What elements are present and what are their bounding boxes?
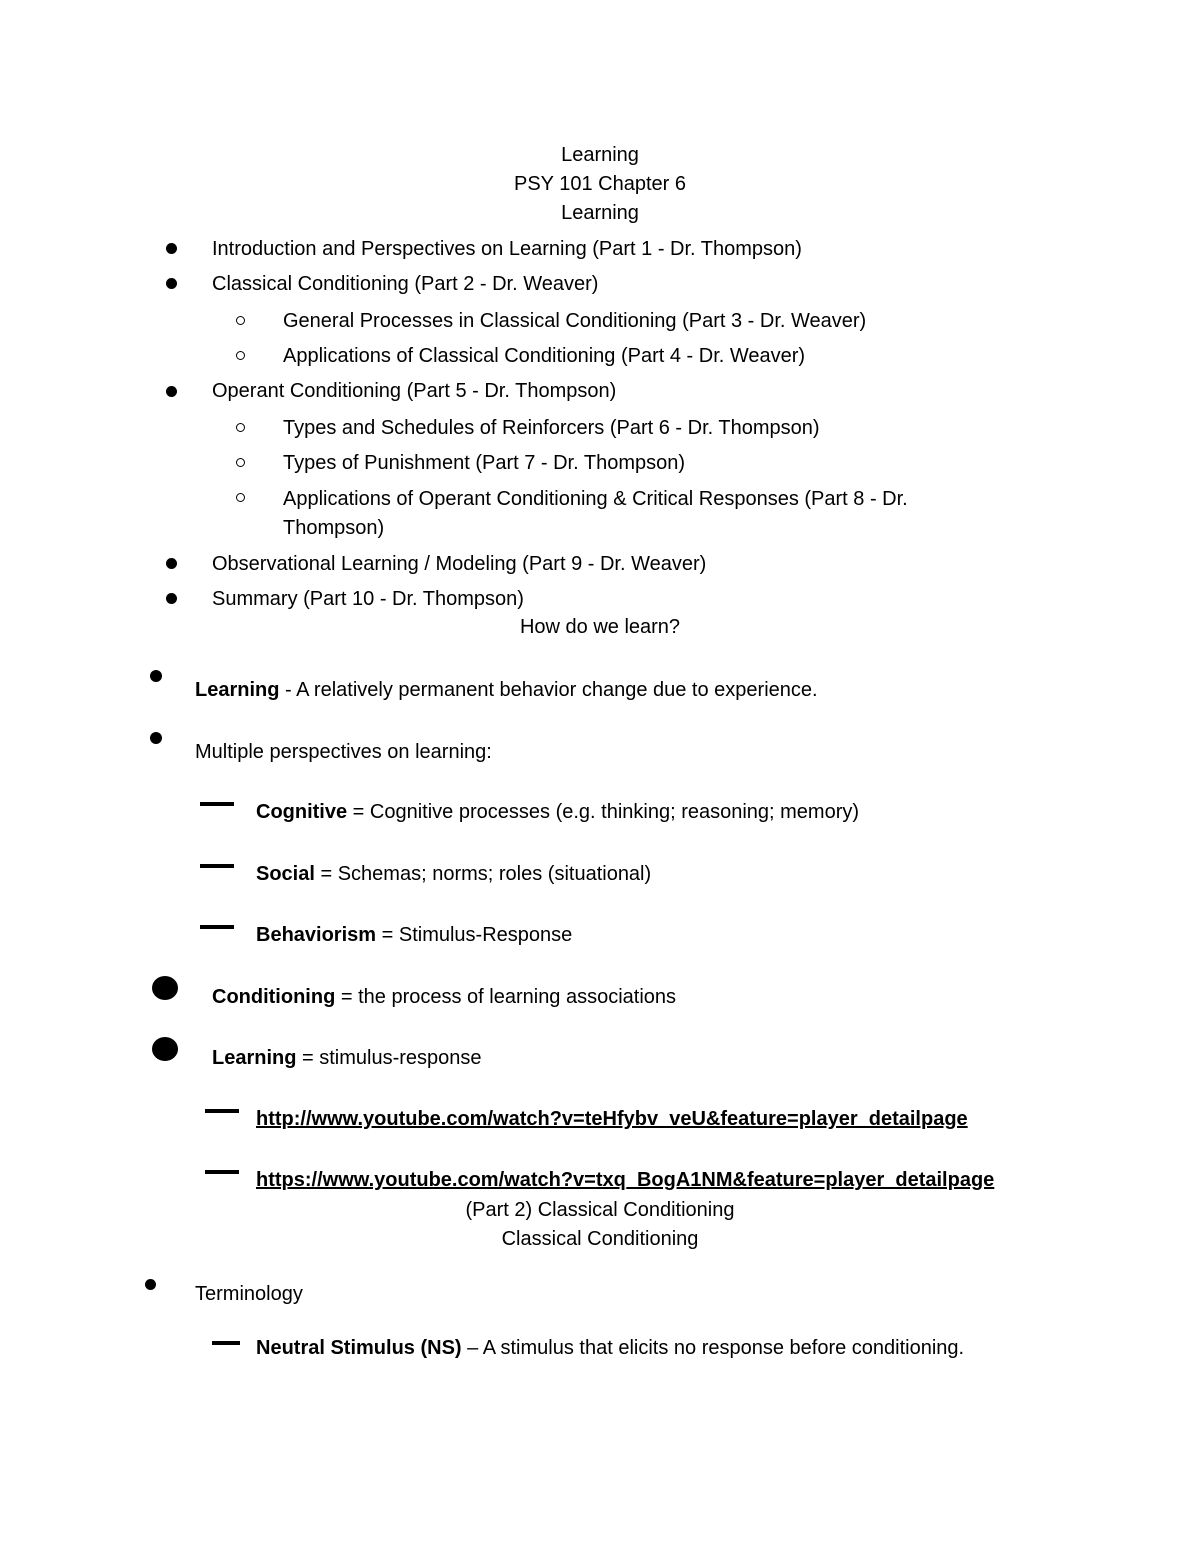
- sub-bullet-icon: [236, 458, 245, 467]
- definition-cognitive: [256, 798, 859, 827]
- dash-icon: [205, 1170, 239, 1174]
- definition-behaviorism: [256, 921, 572, 950]
- classical-conditioning-heading: Classical Conditioning: [501, 1228, 699, 1250]
- outline-item-2-sub-2: Applications of Classical Conditioning (Part 4 - Dr. Weaver): [283, 345, 806, 367]
- outline-item-2-sub-1: General Processes in Classical Conditioning (Part 3 - Dr. Weaver): [283, 310, 867, 332]
- bullet-icon: [150, 732, 162, 744]
- sub-bullet-icon: [236, 351, 245, 360]
- outline-item-5: Summary (Part 10 - Dr. Thompson): [212, 588, 524, 610]
- doc-subtitle: Learning: [561, 202, 639, 224]
- definition-neutral-stimulus: [256, 1334, 964, 1363]
- outline-item-3-sub-2: Types of Punishment (Part 7 - Dr. Thompson): [283, 452, 686, 474]
- definition-text: = the process of learning associations: [335, 986, 677, 1008]
- terminology-heading: Terminology: [195, 1283, 303, 1305]
- bullet-icon: [166, 278, 177, 289]
- video-link-1[interactable]: http://www.youtube.com/watch?v=teHfybv_veU&feature=player_detailpage: [256, 1108, 968, 1130]
- term-learning: Learning: [212, 1047, 297, 1069]
- sub-bullet-icon: [236, 316, 245, 325]
- outline-item-1: Introduction and Perspectives on Learning (Part 1 - Dr. Thompson): [212, 238, 802, 260]
- definition-social: [256, 860, 651, 889]
- dash-icon: [200, 802, 234, 806]
- dash-icon: [205, 1109, 239, 1113]
- term-behaviorism: Behaviorism: [256, 924, 377, 946]
- part-2-heading: (Part 2) Classical Conditioning: [465, 1199, 735, 1221]
- definition-text: - A relatively permanent behavior change due to experience.: [279, 679, 818, 701]
- dash-icon: [200, 925, 234, 929]
- bullet-icon: [145, 1279, 156, 1290]
- course-title: PSY 101 Chapter 6: [514, 173, 686, 195]
- dash-icon: [200, 864, 234, 868]
- term-conditioning: Conditioning: [212, 986, 336, 1008]
- term-learning: Learning: [195, 679, 280, 701]
- bullet-icon: [166, 558, 177, 569]
- definition-text: = Cognitive processes (e.g. thinking; reasoning; memory): [347, 801, 860, 823]
- outline-item-3-sub-3-continued: Thompson): [283, 517, 385, 539]
- definition-learning: [195, 676, 818, 705]
- bullet-icon: [150, 670, 162, 682]
- bullet-icon: [166, 593, 177, 604]
- section-heading: How do we learn?: [519, 616, 681, 638]
- sub-bullet-icon: [236, 423, 245, 432]
- bullet-icon: [152, 1037, 178, 1061]
- outline-item-3-sub-1: Types and Schedules of Reinforcers (Part 6 - Dr. Thompson): [283, 417, 820, 439]
- bullet-icon: [166, 386, 177, 397]
- definition-learning-2: [212, 1044, 482, 1073]
- definition-text: – A stimulus that elicits no response before conditioning.: [461, 1337, 965, 1359]
- outline-item-3-sub-3: Applications of Operant Conditioning & Critical Responses (Part 8 - Dr.: [283, 488, 908, 510]
- sub-bullet-icon: [236, 493, 245, 502]
- outline-item-3: Operant Conditioning (Part 5 - Dr. Thompson): [212, 380, 617, 402]
- term-neutral-stimulus: Neutral Stimulus (NS): [256, 1337, 462, 1359]
- bullet-icon: [166, 243, 177, 254]
- definition-conditioning: [212, 983, 676, 1012]
- doc-title: Learning: [561, 144, 639, 166]
- bullet-icon: [152, 976, 178, 1000]
- definition-text: = Schemas; norms; roles (situational): [314, 863, 652, 885]
- definition-text: = Stimulus-Response: [376, 924, 573, 946]
- video-link-2[interactable]: https://www.youtube.com/watch?v=txq_BogA1NM&feature=player_detailpage: [256, 1169, 995, 1191]
- outline-item-4: Observational Learning / Modeling (Part 9 - Dr. Weaver): [212, 553, 707, 575]
- perspectives-heading: Multiple perspectives on learning:: [195, 741, 492, 763]
- definition-text: = stimulus-response: [296, 1047, 482, 1069]
- term-cognitive: Cognitive: [256, 801, 348, 823]
- term-social: Social: [256, 863, 315, 885]
- dash-icon: [212, 1341, 240, 1345]
- outline-item-2: Classical Conditioning (Part 2 - Dr. Weaver): [212, 273, 599, 295]
